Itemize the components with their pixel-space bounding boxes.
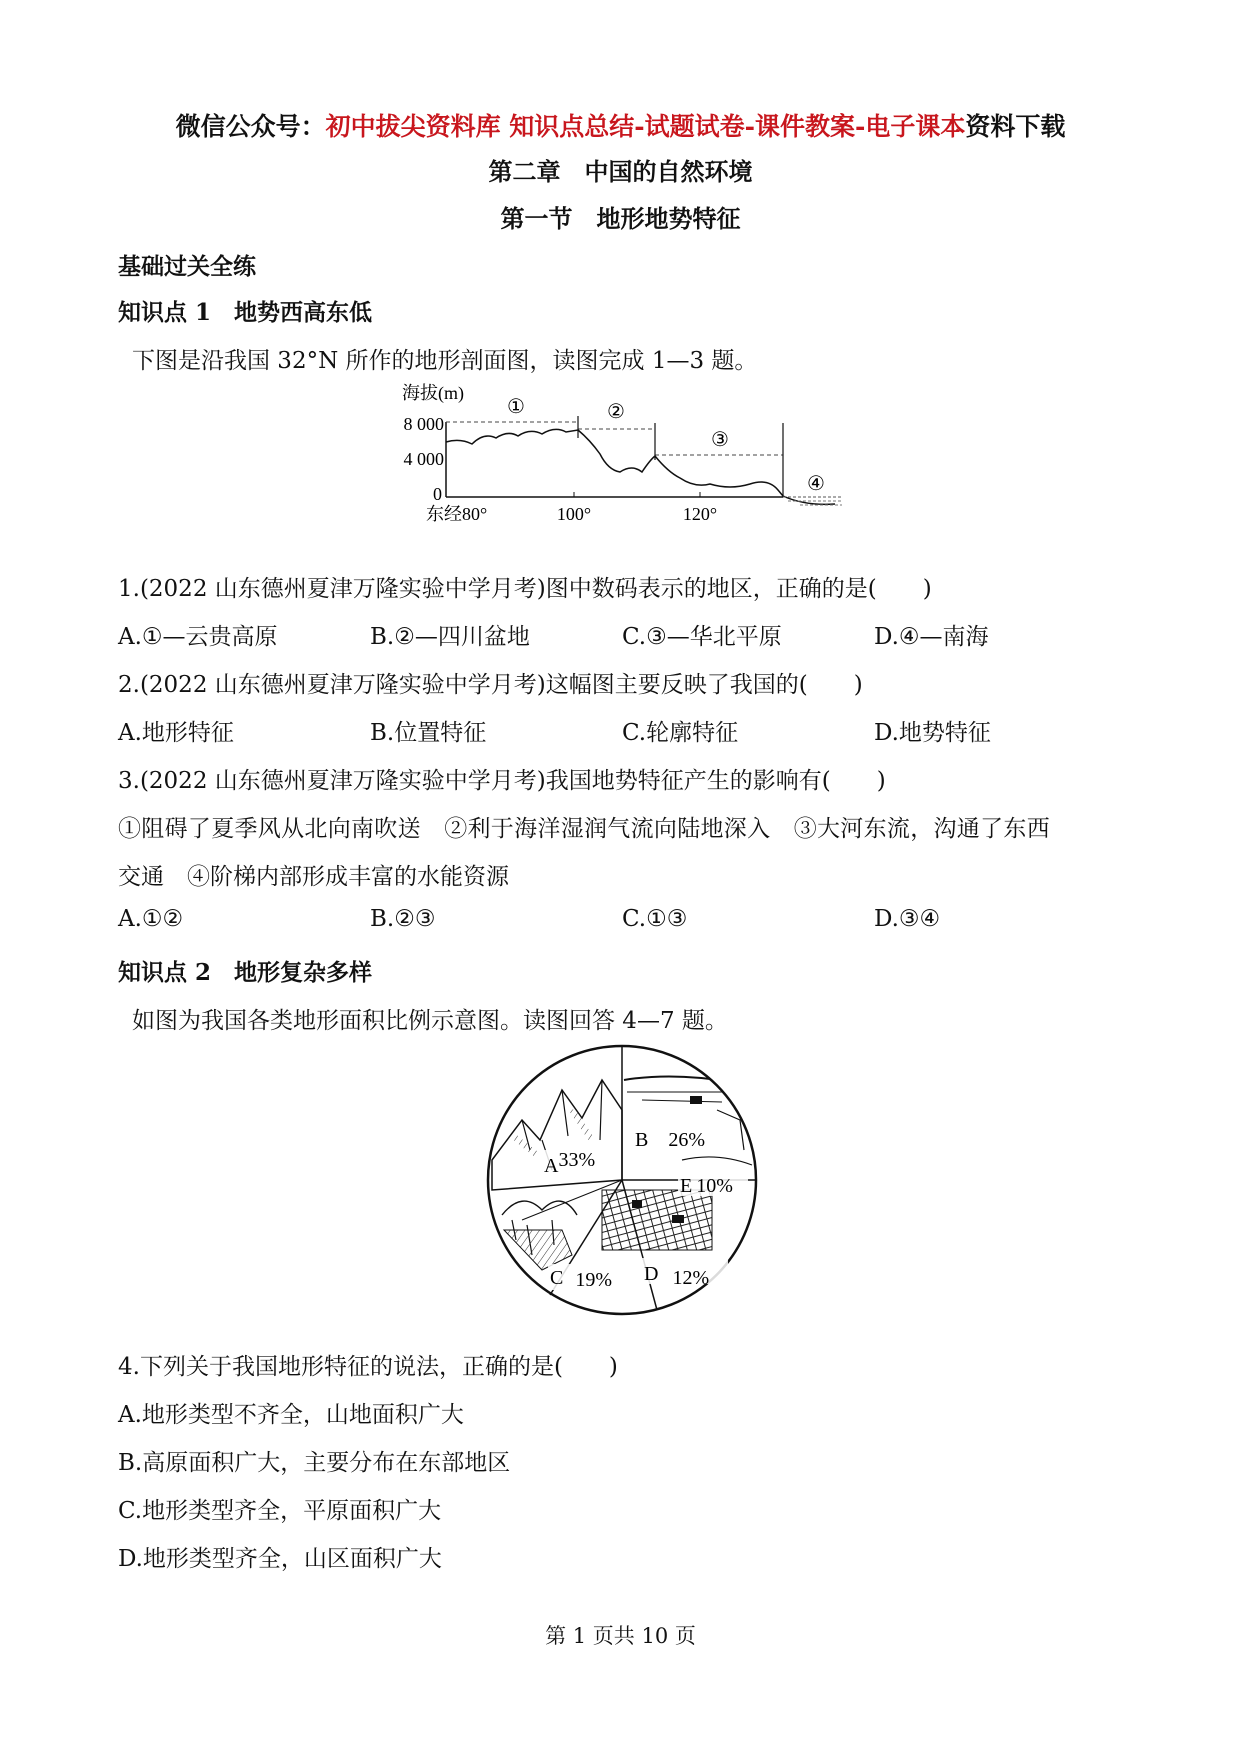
q1-option-a[interactable]: A.①—云贵高原 [118,624,278,650]
marker-1: ① [507,396,525,418]
profile-xtick: 100° [556,504,592,524]
q1-option-d[interactable]: D.④—南海 [874,624,989,650]
profile-xtick: 东经80° [426,504,488,524]
banner [0,107,1241,143]
practice-title: 基础过关全练 [118,253,256,280]
q3-option-a[interactable]: A.①② [118,906,184,932]
slice-label-b: B 26% [635,1129,706,1151]
q3-option-b[interactable]: B.②③ [370,906,436,932]
q4-option-d[interactable]: D.地形类型齐全，山区面积广大 [118,1546,442,1572]
q4-option-a[interactable]: A.地形类型不齐全，山地面积广大 [118,1402,464,1428]
q1-option-b[interactable]: B.②—四川盆地 [370,624,530,650]
q3-stem: 3.(2022 山东德州夏津万隆实验中学月考)我国地势特征产生的影响有( ) [118,768,886,794]
q4-option-c[interactable]: C.地形类型齐全，平原面积广大 [118,1498,442,1524]
banner-red-text: 初中拔尖资料库 知识点总结-试题试卷-课件教案-电子课本 [325,112,966,141]
terrain-profile-diagram [380,380,860,530]
q3-option-d[interactable]: D.③④ [874,906,941,932]
section-title: 第一节 地形地势特征 [500,204,741,233]
intro-2: 如图为我国各类地形面积比例示意图。读图回答 4—7 题。 [132,1008,728,1034]
q2-stem: 2.(2022 山东德州夏津万隆实验中学月考)这幅图主要反映了我国的( ) [118,672,863,698]
q4-option-b[interactable]: B.高原面积广大，主要分布在东部地区 [118,1450,511,1476]
terrain-profile-line [446,429,783,496]
q3-statements-line1: ①阻碍了夏季风从北向南吹送 ②利于海洋湿润气流向陆地深入 ③大河东流，沟通了东西 [118,816,1050,842]
marker-2: ② [607,401,625,423]
slice-label-c: C 19% [550,1267,613,1291]
q2-option-c[interactable]: C.轮廓特征 [622,720,739,746]
q1-stem: 1.(2022 山东德州夏津万隆实验中学月考)图中数码表示的地区，正确的是( ) [118,576,932,602]
slice-label-d: D 12% [644,1263,710,1289]
profile-ytick: 4 000 [403,449,444,469]
q2-option-b[interactable]: B.位置特征 [370,720,487,746]
q4-stem: 4.下列关于我国地形特征的说法，正确的是( ) [118,1354,618,1380]
banner-prefix: 微信公众号： [175,112,326,141]
q3-option-c[interactable]: C.①③ [622,906,688,932]
marker-4: ④ [807,473,825,495]
profile-ytick: 8 000 [403,414,444,434]
banner-suffix: 资料下载 [965,112,1066,141]
knowledge-point-2: 知识点 2 地形复杂多样 [118,959,373,986]
knowledge-point-1: 知识点 1 地势西高东低 [118,299,373,326]
slice-label-e: E 10% [680,1175,733,1197]
q3-statements-line2: 交通 ④阶梯内部形成丰富的水能资源 [118,864,509,890]
page-footer: 第 1 页共 10 页 [545,1624,696,1648]
q2-option-d[interactable]: D.地势特征 [874,720,991,746]
profile-ytick: 0 [433,484,442,504]
q2-option-a[interactable]: A.地形特征 [118,720,234,746]
intro-1: 下图是沿我国 32°N 所作的地形剖面图，读图完成 1—3 题。 [132,348,758,374]
landform-pie-diagram [482,1040,762,1320]
profile-xtick: 120° [682,504,718,524]
slice-label-a: A33% [544,1149,596,1177]
profile-ylabel: 海拔(m) [402,383,464,403]
q1-option-c[interactable]: C.③—华北平原 [622,624,782,650]
chapter-title: 第二章 中国的自然环境 [488,157,753,186]
marker-3: ③ [711,429,729,451]
